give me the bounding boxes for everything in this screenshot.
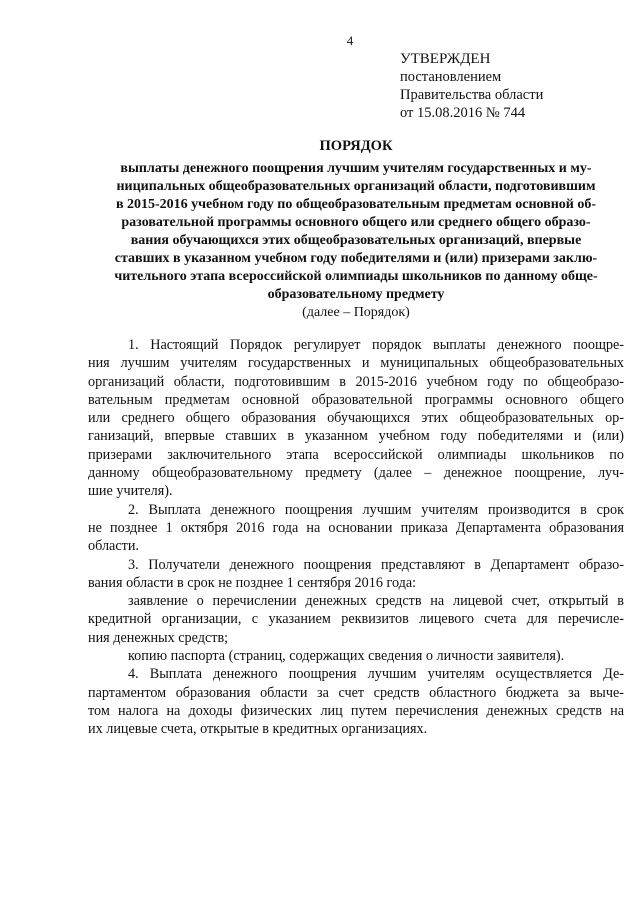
- title-block: [88, 138, 624, 321]
- paragraph-line: ния денежных средств;: [88, 629, 229, 646]
- paragraph-line: области.: [88, 538, 139, 555]
- paragraph-line: вательным предметам основной образовательной программы основного общего: [88, 391, 624, 408]
- paragraph-line: не позднее 1 октября 2016 года на основании приказа Департамента образования: [88, 519, 624, 536]
- approval-heading: УТВЕРЖДЕН: [400, 51, 491, 67]
- paragraph-line: 2. Выплата денежного поощрения лучшим учителям производится в срок: [128, 501, 624, 518]
- paragraph-line: том налога на доходы физических лиц путем перечисления денежных средств на: [88, 702, 624, 719]
- paragraph-line: 4. Выплата денежного поощрения лучшим учителям осуществляется Де-: [128, 666, 624, 683]
- paragraph-line: ганизаций, впервые ставших в указанном учебном году победителями и (или): [88, 428, 624, 445]
- document-abbreviation: (далее – Порядок): [302, 305, 410, 320]
- paragraph: [88, 592, 624, 647]
- subtitle-line: разовательной программы основного общего или среднего общего образо-: [121, 215, 591, 230]
- paragraph-line: шие учителя).: [88, 483, 173, 500]
- paragraph-line: организаций области, подготовившим в 2015-2016 учебном году по общеобразо-: [88, 373, 624, 390]
- paragraph: [88, 647, 624, 665]
- subtitle-line: чительного этапа всероссийской олимпиады школьников по данному обще-: [114, 269, 598, 284]
- subtitle-line: ставших в указанном учебном году победителями и (или) призерами заклю-: [114, 251, 598, 266]
- paragraph-line: партаментом образования области за счет средств областного бюджета за выче-: [88, 684, 624, 701]
- paragraph-line: призерами заключительного этапа всероссийской олимпиады школьников по: [88, 446, 624, 463]
- document-subtitle: [88, 160, 624, 304]
- subtitle-line: ниципальных общеобразовательных организаций области, подготовившим: [116, 179, 596, 194]
- approval-line-1: постановлением: [400, 69, 502, 85]
- subtitle-line: выплаты денежного поощрения лучшим учителям государственных и му-: [120, 161, 592, 176]
- paragraph-line: копию паспорта (страниц, содержащих сведения о личности заявителя).: [128, 648, 565, 665]
- paragraph-line: кредитной организации, с указанием реквизитов лицевого счета для перечисле-: [88, 611, 624, 628]
- paragraph: [88, 665, 624, 738]
- paragraph-line: 3. Получатели денежного поощрения представляют в Департамент образо-: [128, 556, 624, 573]
- approval-line-3: от 15.08.2016 № 744: [400, 105, 526, 121]
- paragraph-line: ния лучшим учителям государственных и муниципальных общеобразовательных: [88, 355, 624, 372]
- approval-line-2: Правительства области: [400, 87, 544, 103]
- document-title: ПОРЯДОК: [319, 138, 393, 154]
- subtitle-line: вания обучающихся этих общеобразовательных организаций, впервые: [130, 233, 582, 248]
- paragraph-line: или среднего общего образования обучающихся этих общеобразовательных ор-: [88, 410, 624, 427]
- paragraph: [88, 556, 624, 593]
- paragraph-line: их лицевые счета, открытые в кредитных организациях.: [88, 721, 428, 738]
- paragraph-line: заявление о перечислении денежных средств на лицевой счет, открытый в: [128, 593, 624, 610]
- paragraph: [88, 501, 624, 556]
- subtitle-line: образовательному предмету: [267, 287, 445, 302]
- paragraph-line: 1. Настоящий Порядок регулирует порядок выплаты денежного поощре-: [128, 337, 624, 353]
- page-number: 4: [346, 33, 354, 48]
- paragraph-line: вания области в срок не позднее 1 сентября 2016 года:: [88, 574, 417, 591]
- approval-stamp: [400, 50, 543, 122]
- paragraph-line: данному общеобразовательному предмету (далее – денежное поощрение, луч-: [88, 465, 624, 482]
- paragraph: [88, 336, 624, 501]
- subtitle-line: в 2015-2016 учебном году по общеобразовательным предметам основной об-: [115, 197, 597, 212]
- document-body: [88, 336, 624, 739]
